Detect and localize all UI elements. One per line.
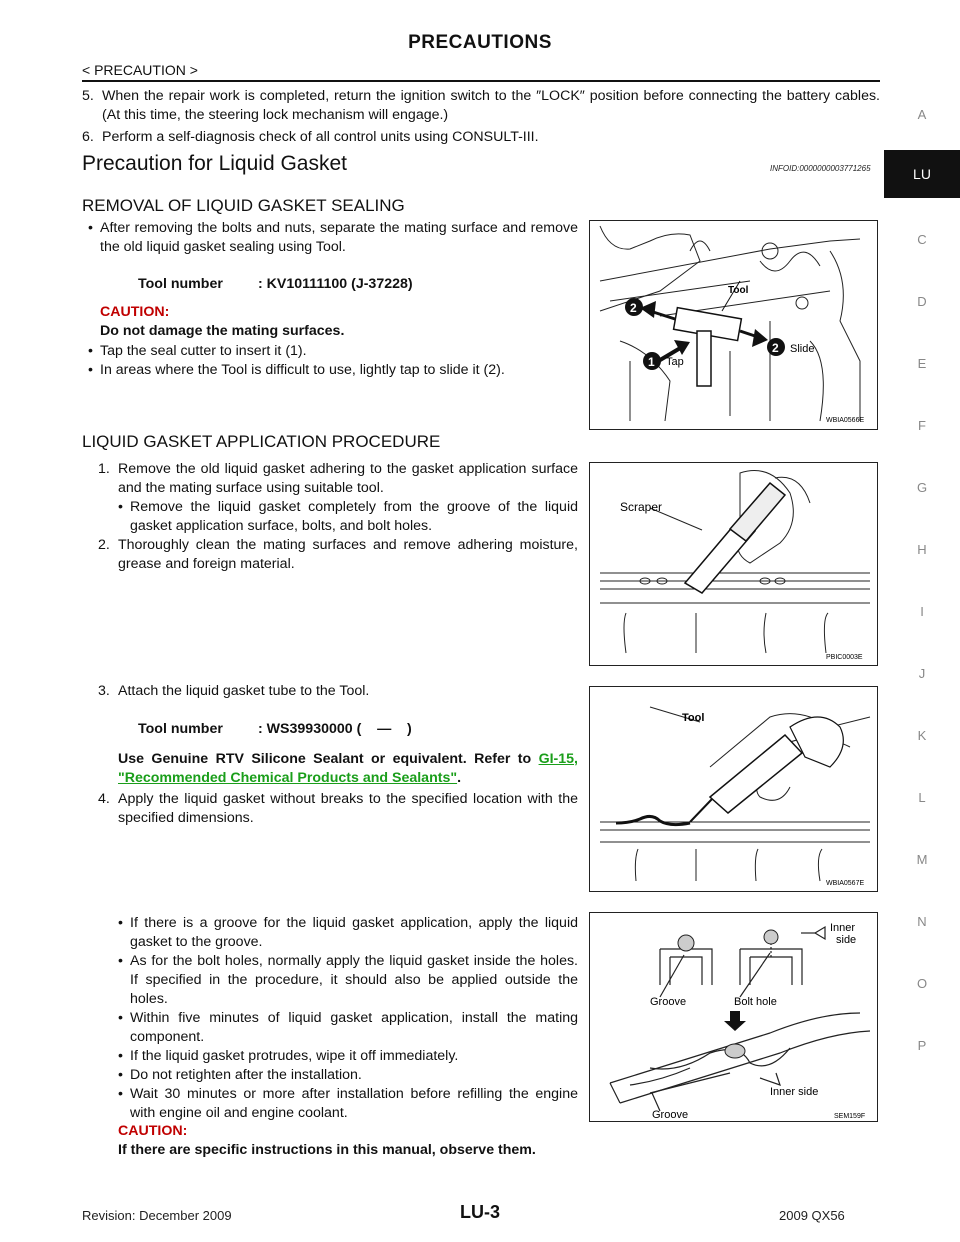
info-id: INFOID:0000000003771265: [770, 164, 871, 173]
rtv-text: Use Genuine RTV Silicone Sealant or equivalent. Refer to: [118, 751, 532, 767]
figure-gasket-tube: [589, 686, 878, 892]
application-bullet-2: • As for the bolt holes, normally apply the liquid gasket inside the holes. If specified in the procedure, it should also be applied outside the holes.: [118, 953, 578, 1007]
step-text: Apply the liquid gasket without breaks to the specified location with the specified dimensions.: [118, 791, 578, 826]
removal-bullet-2: • Tap the seal cutter to insert it (1).: [88, 343, 307, 359]
bullet-text: After removing the bolts and nuts, separate the mating surface and remove the old liquid gasket sealing using Tool.: [100, 220, 578, 255]
footer-model: 2009 QX56: [779, 1208, 845, 1223]
step-text: When the repair work is completed, return the ignition switch to the ″LOCK″ position before connecting the battery cables. (At this time, the steering lock mechanism will engage.): [102, 88, 880, 123]
step-1-sub: • Remove the liquid gasket completely from the groove of the liquid gasket application surface, bolts, and bolt holes.: [118, 499, 578, 534]
rtv-note: [118, 750, 578, 788]
groove-bolt-illustration: [590, 913, 877, 1121]
step-number: 6.: [82, 129, 94, 145]
figure-tool-tap-slide: [589, 220, 878, 430]
step-number: 2.: [98, 537, 110, 553]
step-number: 4.: [98, 791, 110, 807]
caution-label: CAUTION:: [100, 304, 170, 320]
scraper-illustration: [590, 463, 877, 665]
figure-code: WBIA0566E: [826, 417, 865, 424]
sidebar-item-lu-active[interactable]: LU: [884, 150, 960, 198]
sidebar-item-f[interactable]: F: [918, 418, 926, 433]
label-bolt-hole: Bolt hole: [734, 996, 777, 1008]
figure-code: PBIC0003E: [826, 654, 863, 661]
footer-page-number: LU-3: [460, 1202, 500, 1222]
step-number: 3.: [98, 683, 110, 699]
label-groove: Groove: [650, 996, 687, 1008]
bullet-text: In areas where the Tool is difficult to use, lightly tap to slide it (2).: [100, 362, 505, 378]
figure-code: SEM159F: [834, 1113, 866, 1120]
step-text: Thoroughly clean the mating surfaces and remove adhering moisture, grease and foreign material.: [118, 537, 578, 572]
sidebar-item-j[interactable]: J: [918, 666, 926, 681]
marker-2-right: 2: [772, 341, 779, 355]
removal-heading: REMOVAL OF LIQUID GASKET SEALING: [82, 196, 405, 215]
label-tool: Tool: [728, 285, 749, 296]
application-bullet-5: • Do not retighten after the installation.: [118, 1067, 362, 1083]
figure-groove-bolt-hole: [589, 912, 878, 1122]
rtv-link[interactable]: GI-15, "Recommended Chemical Products and Sealants": [118, 751, 578, 786]
label-inner: Inner: [830, 922, 856, 934]
step-number: 1.: [98, 461, 110, 477]
label-slide: Slide: [790, 343, 815, 355]
sidebar-item-i[interactable]: I: [920, 604, 924, 619]
sidebar-item-k[interactable]: K: [917, 728, 927, 743]
sidebar-item-n[interactable]: N: [917, 914, 927, 929]
sidebar-item-a[interactable]: A: [917, 107, 927, 122]
step-4: [98, 790, 578, 828]
sidebar-item-d[interactable]: D: [917, 294, 927, 309]
caution-label-2: CAUTION:: [118, 1123, 188, 1139]
tap-slide-illustration: [590, 221, 877, 429]
sidebar-item-m[interactable]: M: [916, 852, 928, 867]
gasket-tube-illustration: [590, 687, 877, 891]
sidebar-item-g[interactable]: G: [916, 480, 928, 495]
page-title: PRECAUTIONS: [408, 32, 552, 53]
tool-number-value: : KV10111100 (J-37228): [258, 276, 413, 292]
step-number: 5.: [82, 88, 94, 104]
tool-number-label-2: Tool number: [138, 721, 223, 737]
step-6: [82, 128, 880, 147]
step-text: Remove the old liquid gasket adhering to the gasket application surface and the mating surface using suitable tool.: [118, 461, 578, 496]
header-rule: [82, 80, 880, 82]
caution-text-2: If there are specific instructions in this manual, observe them.: [118, 1142, 536, 1158]
section-tag: < PRECAUTION >: [82, 62, 198, 78]
sidebar-item-c[interactable]: C: [917, 232, 927, 247]
step-text: Attach the liquid gasket tube to the Tool.: [118, 683, 370, 699]
label-side: side: [836, 934, 857, 946]
bullet-text: Remove the liquid gasket completely from the groove of the liquid gasket application surface, bolts, and bolt holes.: [130, 499, 578, 534]
label-tool: Tool: [682, 712, 705, 724]
sidebar-item-p[interactable]: P: [917, 1038, 927, 1053]
step-text: Perform a self-diagnosis check of all control units using CONSULT-III.: [102, 129, 539, 145]
sidebar-item-o[interactable]: O: [916, 976, 928, 991]
figure-code: WBIA0567E: [826, 880, 865, 887]
step-5: [82, 87, 880, 125]
step-2: [98, 536, 578, 574]
step-3: [98, 682, 578, 701]
caution-text: Do not damage the mating surfaces.: [100, 323, 345, 339]
tool-number-label: Tool number: [138, 276, 223, 292]
label-tap: Tap: [666, 356, 684, 368]
bullet-text: Tap the seal cutter to insert it (1).: [100, 343, 307, 359]
rtv-end: .: [457, 770, 462, 786]
application-bullet-4: • If the liquid gasket protrudes, wipe it off immediately.: [118, 1048, 459, 1064]
step-1: [98, 460, 578, 498]
label-inner-side: Inner side: [770, 1086, 819, 1098]
application-bullet-1: • If there is a groove for the liquid gasket application, apply the liquid gasket to the groove.: [118, 915, 578, 950]
label-groove-2: Groove: [652, 1109, 689, 1121]
removal-bullet-1: • After removing the bolts and nuts, separate the mating surface and remove the old liquid gasket sealing using Tool.: [88, 220, 578, 255]
removal-bullet-3: • In areas where the Tool is difficult to use, lightly tap to slide it (2).: [88, 362, 505, 378]
section-title: Precaution for Liquid Gasket: [82, 152, 347, 175]
tool-number-value-2: : WS39930000 ( — ): [258, 721, 412, 737]
marker-1: 1: [648, 355, 655, 369]
footer-revision: Revision: December 2009: [82, 1208, 232, 1223]
application-bullet-3: • Within five minutes of liquid gasket application, install the mating component.: [118, 1010, 578, 1045]
sidebar-item-e[interactable]: E: [917, 356, 927, 371]
figure-scraper: [589, 462, 878, 666]
label-scraper: Scraper: [620, 500, 663, 514]
application-bullet-6: • Wait 30 minutes or more after installation before refilling the engine with engine oil and engine coolant.: [118, 1086, 578, 1121]
sidebar-item-h[interactable]: H: [917, 542, 927, 557]
application-heading: LIQUID GASKET APPLICATION PROCEDURE: [82, 432, 441, 451]
sidebar-item-l[interactable]: L: [918, 790, 926, 805]
marker-2-left: 2: [630, 301, 637, 315]
